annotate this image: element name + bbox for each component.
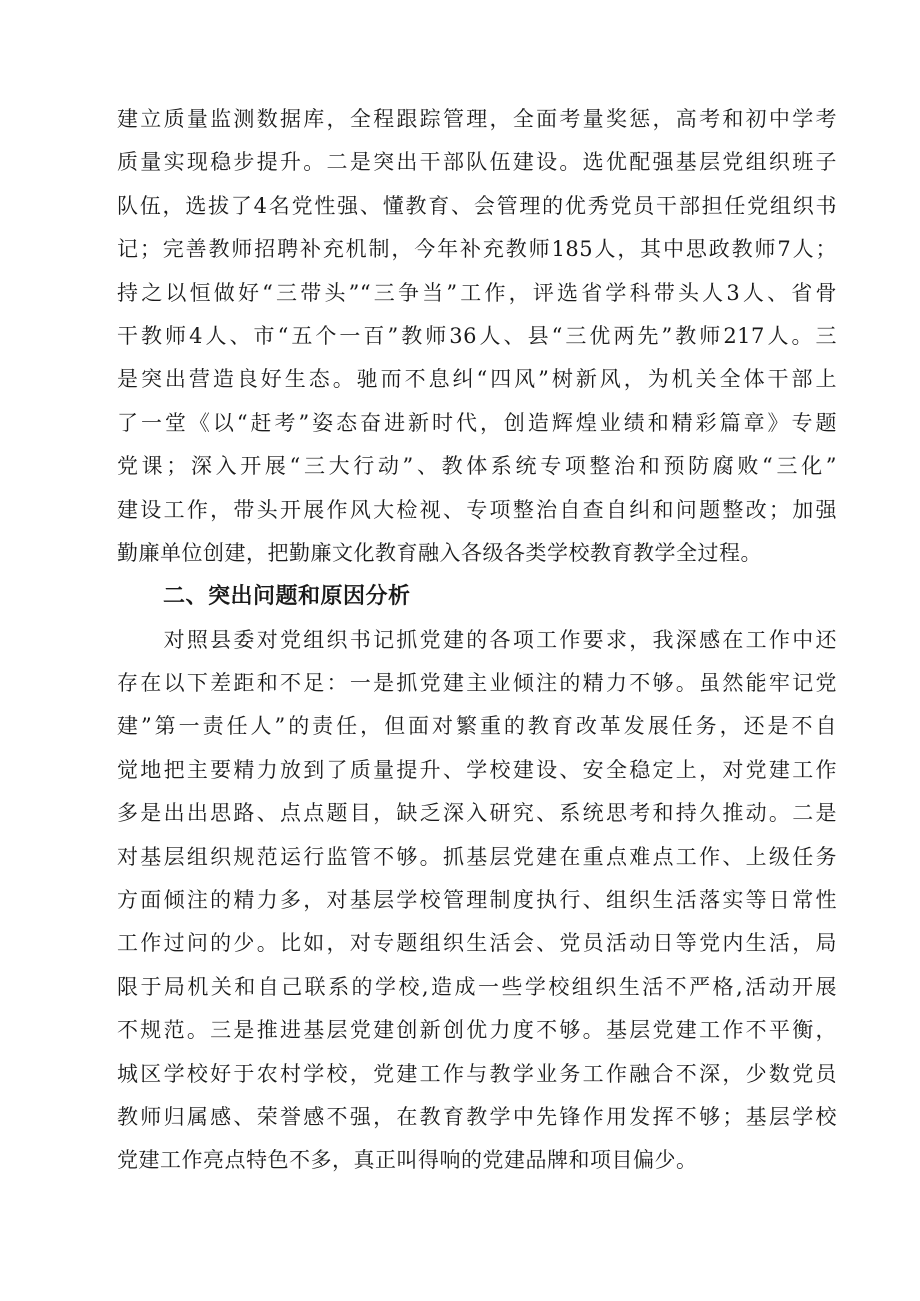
text-line: 建立质量监测数据库，全程跟踪管理，全面考量奖惩，高考和初中学考 [117,107,837,131]
text-line: 勤廉单位创建，把勤廉文化教育融入各级各类学校教育教学全过程。 [117,540,762,565]
text-line: 对照县委对党组织书记抓党建的各项工作要求，我深感在工作中还 [117,627,837,652]
text-line: 持之以恒做好“三带头”“三争当”工作，评选省学科带头人3人、省骨 [117,280,837,305]
text-line: 队伍，选拔了4名党性强、懂教育、会管理的优秀党员干部担任党组织书 [117,193,837,218]
text-line: 城区学校好于农村学校，党建工作与教学业务工作融合不深，少数党员 [117,1061,837,1086]
text-line: 记；完善教师招聘补充机制，今年补充教师185人，其中思政教师7人； [117,237,837,262]
text-line: 干教师4人、市“五个一百”教师36人、县“三优两先”教师217人。三 [117,323,837,348]
text-line: 工作过问的少。比如，对专题组织生活会、党员活动日等党内生活，局 [117,931,837,956]
document-body [117,98,837,1183]
section-heading: 二、突出问题和原因分析 [163,584,411,610]
text-line: 多是出出思路、点点题目，缺乏深入研究、系统思考和持久推动。二是 [117,801,837,826]
text-line: 教师归属感、荣誉感不强，在教育教学中先锋作用发挥不够；基层学校 [117,1104,837,1129]
text-line: 对基层组织规范运行监管不够。抓基层党建在重点难点工作、上级任务 [117,844,837,869]
text-line: 党课；深入开展“三大行动”、教体系统专项整治和预防腐败“三化” [117,454,837,479]
text-line: 党建工作亮点特色不多，真正叫得响的党建品牌和项目偏少。 [117,1148,698,1173]
text-line: 建设工作，带头开展作风大检视、专项整治自查自纠和问题整改；加强 [117,497,837,522]
text-line: 建”第一责任人”的责任，但面对繁重的教育改革发展任务，还是不自 [117,714,837,739]
text-line: 质量实现稳步提升。二是突出干部队伍建设。选优配强基层党组织班子 [117,150,837,175]
text-line: 方面倾注的精力多，对基层学校管理制度执行、组织生活落实等日常性 [117,888,837,913]
text-line: 不规范。三是推进基层党建创新创优力度不够。基层党建工作不平衡， [117,1018,837,1043]
text-line: 了一堂《以“赶考”姿态奋进新时代，创造辉煌业绩和精彩篇章》专题 [117,410,837,435]
text-line: 限于局机关和自己联系的学校,造成一些学校组织生活不严格,活动开展 [117,974,837,999]
text-line: 存在以下差距和不足：一是抓党建主业倾注的精力不够。虽然能牢记党 [117,671,837,696]
text-line: 是突出营造良好生态。驰而不息纠“四风”树新风，为机关全体干部上 [117,367,837,392]
text-line: 觉地把主要精力放到了质量提升、学校建设、安全稳定上，对党建工作 [117,757,837,782]
